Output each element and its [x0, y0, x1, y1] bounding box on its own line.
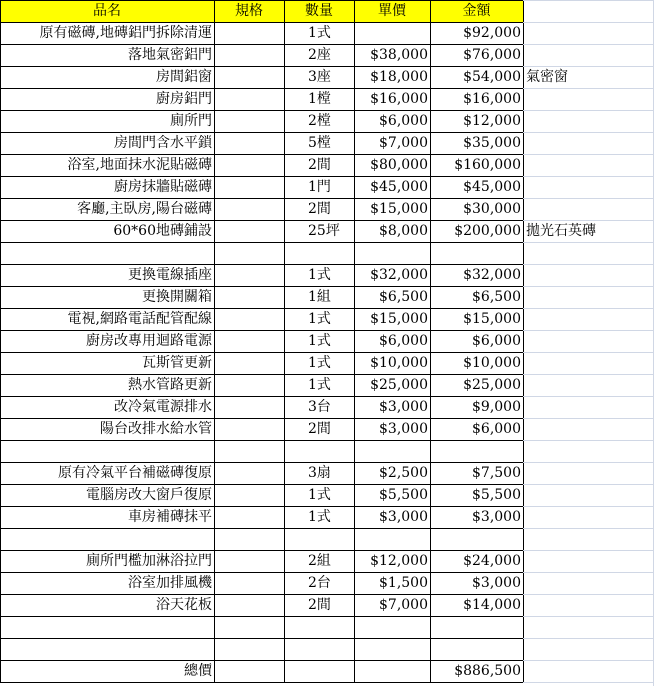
cell-spec[interactable] [214, 220, 284, 242]
cell-price[interactable]: $2,500 [379, 465, 428, 481]
cell-price[interactable] [354, 616, 430, 638]
cell-qty[interactable]: 2樘 [308, 113, 331, 129]
cell-note[interactable] [523, 264, 654, 286]
grid-hline-light [523, 264, 654, 265]
cell-name[interactable]: 浴室加排風機 [128, 575, 212, 591]
cell-qty[interactable]: 2座 [308, 47, 331, 63]
cell-amount[interactable] [430, 616, 523, 638]
header-amount[interactable]: 金額 [430, 0, 523, 22]
cell-name[interactable] [0, 638, 214, 660]
cell-price[interactable]: $7,000 [379, 135, 428, 151]
grid-hline [0, 330, 524, 331]
cell-qty[interactable] [284, 440, 354, 462]
grid-hline [0, 220, 524, 221]
grid-hline-light [523, 418, 654, 419]
cell-name[interactable] [0, 440, 214, 462]
cell-amount[interactable] [430, 242, 523, 264]
cell-price[interactable]: $15,000 [370, 311, 428, 327]
cell-note[interactable] [523, 330, 654, 352]
cell-price[interactable]: $25,000 [370, 377, 428, 393]
cell-price[interactable]: $6,000 [379, 333, 428, 349]
cell-note[interactable] [523, 396, 654, 418]
cell-note[interactable] [523, 352, 654, 374]
grid-hline-light [523, 352, 654, 353]
cell-name[interactable]: 落地氣密鋁門 [128, 47, 212, 63]
cell-qty[interactable]: 3座 [308, 69, 331, 85]
cell-name[interactable]: 熱水管路更新 [128, 377, 212, 393]
cell-name[interactable]: 原有冷氣平台補磁磚復原 [58, 465, 212, 481]
grid-hline-light [523, 616, 654, 617]
cell-note[interactable] [523, 594, 654, 616]
table-row [0, 132, 654, 154]
cell-note[interactable] [523, 110, 654, 132]
grid-hline-light [523, 110, 654, 111]
cell-spec[interactable] [214, 308, 284, 330]
grid-hline-light [523, 88, 654, 89]
cell-amount[interactable]: $45,000 [463, 179, 521, 195]
cell-name[interactable] [0, 616, 214, 638]
table-row [0, 396, 654, 418]
cell-note[interactable] [523, 44, 654, 66]
cell-note[interactable] [523, 616, 654, 638]
cell-amount[interactable]: $16,000 [463, 91, 521, 107]
cell-price[interactable] [354, 440, 430, 462]
cell-amount[interactable]: $54,000 [463, 69, 521, 85]
header-qty[interactable]: 數量 [284, 0, 354, 22]
cell-amount[interactable]: $160,000 [454, 157, 521, 173]
cell-name[interactable]: 更換電線插座 [128, 267, 212, 283]
grid-hline [0, 110, 524, 111]
cell-amount[interactable]: $10,000 [463, 355, 521, 371]
grid-hline [0, 154, 524, 155]
cell-name[interactable]: 廚房改專用迴路電源 [86, 333, 212, 349]
cell-name[interactable]: 改冷氣電源排水 [114, 399, 212, 415]
cell-qty[interactable]: 5樘 [308, 135, 331, 151]
grid-hline-light [523, 682, 654, 683]
table-row [0, 638, 654, 660]
cell-amount[interactable]: $6,000 [472, 333, 521, 349]
grid-vline [214, 0, 215, 682]
grid-hline-light [523, 176, 654, 177]
cell-note[interactable]: 拋光石英磚 [526, 223, 596, 239]
cell-note[interactable] [523, 572, 654, 594]
cell-amount[interactable]: $14,000 [463, 597, 521, 613]
cell-price[interactable] [354, 638, 430, 660]
grid-hline [0, 242, 524, 243]
grid-vline [523, 0, 524, 682]
cell-qty[interactable]: 1式 [308, 311, 331, 327]
cell-price[interactable] [354, 528, 430, 550]
header-price[interactable]: 單價 [354, 0, 430, 22]
cell-price[interactable]: $45,000 [370, 179, 428, 195]
cell-qty[interactable]: 1式 [308, 377, 331, 393]
table-row [0, 330, 654, 352]
cell-spec[interactable] [214, 198, 284, 220]
cell-spec[interactable] [214, 264, 284, 286]
cell-spec[interactable] [214, 44, 284, 66]
cell-price[interactable]: $6,000 [379, 113, 428, 129]
cell-name[interactable]: 廁所門檻加淋浴拉門 [86, 553, 212, 569]
table-row [0, 176, 654, 198]
cell-amount[interactable]: $92,000 [463, 25, 521, 41]
grid-hline-light [523, 154, 654, 155]
cell-amount[interactable] [430, 440, 523, 462]
cell-name[interactable]: 陽台改排水給水管 [100, 421, 212, 437]
total-amount[interactable]: $886,500 [454, 663, 521, 679]
cell-price[interactable]: $15,000 [370, 201, 428, 217]
cell-name[interactable]: 浴室,地面抹水泥貼磁磚 [67, 157, 212, 173]
grid-hline-light [523, 22, 654, 23]
cell-spec[interactable] [214, 22, 284, 44]
header-name[interactable]: 品名 [0, 0, 214, 22]
cell-note[interactable] [523, 528, 654, 550]
cell-amount[interactable]: $6,500 [472, 289, 521, 305]
cell-spec[interactable] [214, 462, 284, 484]
grid-hline-light [523, 308, 654, 309]
cell-name[interactable]: 廁所門 [170, 113, 212, 129]
table-row [0, 616, 654, 638]
cell-name[interactable]: 60*60地磚鋪設 [113, 223, 212, 239]
table-row [0, 462, 654, 484]
cell-amount[interactable]: $30,000 [463, 201, 521, 217]
cell-spec[interactable] [214, 88, 284, 110]
table-row [0, 242, 654, 264]
table-row [0, 374, 654, 396]
cell-price[interactable]: $18,000 [370, 69, 428, 85]
cell-note[interactable] [523, 88, 654, 110]
grid-hline-light [523, 572, 654, 573]
grid-vline [284, 0, 285, 682]
cell-spec[interactable] [214, 550, 284, 572]
cell-note[interactable] [523, 374, 654, 396]
grid-hline [0, 638, 524, 639]
grid-hline [0, 660, 524, 661]
cell-qty[interactable] [284, 242, 354, 264]
cell-spec[interactable] [214, 506, 284, 528]
table-row [0, 440, 654, 462]
grid-hline [0, 88, 524, 89]
cell-name[interactable] [0, 528, 214, 550]
table-row [0, 286, 654, 308]
cell-amount[interactable]: $6,000 [472, 421, 521, 437]
cell-name[interactable]: 浴天花板 [156, 597, 212, 613]
cell-spec[interactable] [214, 110, 284, 132]
table-row [0, 66, 654, 88]
cell-qty[interactable]: 2台 [308, 575, 331, 591]
table-row [0, 352, 654, 374]
cell-qty[interactable]: 1式 [308, 355, 331, 371]
grid-hline-light [523, 220, 654, 221]
cell-spec[interactable] [214, 396, 284, 418]
grid-hline-light [523, 0, 654, 1]
grid-hline [0, 396, 524, 397]
cell-qty[interactable]: 2組 [308, 553, 331, 569]
cell-spec[interactable] [214, 176, 284, 198]
cell-spec[interactable] [214, 352, 284, 374]
cell-note[interactable] [523, 198, 654, 220]
cell-note[interactable] [523, 154, 654, 176]
cell-qty[interactable]: 25坪 [308, 223, 340, 239]
cell-note[interactable] [523, 506, 654, 528]
table-row [0, 550, 654, 572]
cell-amount[interactable]: $35,000 [463, 135, 521, 151]
table-row [0, 594, 654, 616]
table-row [0, 110, 654, 132]
cell-amount[interactable] [430, 638, 523, 660]
cell-note[interactable] [523, 440, 654, 462]
total-label[interactable]: 總價 [184, 663, 212, 679]
cell-amount[interactable]: $32,000 [463, 267, 521, 283]
table-row [0, 198, 654, 220]
cell-qty[interactable]: 3台 [308, 399, 331, 415]
cell-note[interactable] [523, 418, 654, 440]
grid-hline-light [523, 66, 654, 67]
cell-price[interactable]: $32,000 [370, 267, 428, 283]
cell-qty[interactable]: 1式 [308, 267, 331, 283]
total-row [0, 660, 654, 682]
cell-price[interactable]: $5,500 [379, 487, 428, 503]
grid-hline [0, 66, 524, 67]
cell-qty[interactable]: 2間 [308, 597, 331, 613]
cell-spec[interactable] [214, 286, 284, 308]
cell-qty[interactable]: 2間 [308, 157, 331, 173]
grid-hline-light [523, 550, 654, 551]
grid-hline-light [523, 330, 654, 331]
grid-hline [0, 176, 524, 177]
grid-hline [0, 198, 524, 199]
cell-amount[interactable] [430, 528, 523, 550]
table-row [0, 484, 654, 506]
grid-hline-light [523, 374, 654, 375]
cell-price[interactable]: $3,000 [379, 509, 428, 525]
cell-name[interactable]: 房間鋁窗 [156, 69, 212, 85]
grid-hline [0, 528, 524, 529]
cell-amount[interactable]: $200,000 [454, 223, 521, 239]
cell-name[interactable]: 瓦斯管更新 [142, 355, 212, 371]
cell-spec[interactable] [214, 484, 284, 506]
cell-amount[interactable]: $9,000 [472, 399, 521, 415]
grid-hline-light [523, 594, 654, 595]
cell-amount[interactable]: $7,500 [472, 465, 521, 481]
cell-qty[interactable]: 1組 [308, 289, 331, 305]
cell-qty[interactable]: 3扇 [308, 465, 331, 481]
cell-qty[interactable]: 2間 [308, 421, 331, 437]
grid-hline-light [523, 286, 654, 287]
cell-note[interactable] [523, 638, 654, 660]
grid-hline-light [523, 198, 654, 199]
grid-hline [0, 22, 524, 23]
grid-hline [0, 484, 524, 485]
cell-price[interactable]: $6,500 [379, 289, 428, 305]
cell-amount[interactable]: $3,000 [472, 509, 521, 525]
grid-vline [0, 0, 1, 682]
cell-spec[interactable] [214, 638, 284, 660]
cell-name[interactable]: 原有磁磚,地磚鋁門拆除清運 [39, 25, 212, 41]
table-row [0, 506, 654, 528]
cell-price[interactable]: $38,000 [370, 47, 428, 63]
grid-hline [0, 352, 524, 353]
cell-name[interactable]: 車房補磚抹平 [128, 509, 212, 525]
grid-hline-light [523, 242, 654, 243]
cell-price[interactable] [354, 242, 430, 264]
cell-spec[interactable] [214, 528, 284, 550]
cell-name[interactable] [0, 242, 214, 264]
grid-vline [354, 0, 355, 682]
cell-qty[interactable]: 2間 [308, 201, 331, 217]
table-row [0, 44, 654, 66]
table-row [0, 220, 654, 242]
cell-qty[interactable]: 1式 [308, 333, 331, 349]
cell-price[interactable]: $8,000 [379, 223, 428, 239]
cell-price[interactable]: $1,500 [379, 575, 428, 591]
table-row [0, 528, 654, 550]
cell-note[interactable] [523, 176, 654, 198]
cell-qty[interactable] [284, 528, 354, 550]
cell-name[interactable]: 廚房鋁門 [156, 91, 212, 107]
cell-name[interactable]: 更換開關箱 [142, 289, 212, 305]
cell-qty[interactable]: 1門 [308, 179, 331, 195]
cell-note[interactable] [523, 550, 654, 572]
header-row [0, 0, 654, 22]
table-row [0, 22, 654, 44]
grid-hline-light [523, 484, 654, 485]
table-row [0, 88, 654, 110]
cell-name[interactable]: 廚房抹牆貼磁磚 [114, 179, 212, 195]
cell-spec[interactable] [214, 374, 284, 396]
cell-amount[interactable]: $12,000 [463, 113, 521, 129]
table-row [0, 154, 654, 176]
cell-spec[interactable] [214, 572, 284, 594]
grid-hline [0, 44, 524, 45]
grid-hline-light [523, 638, 654, 639]
total-qty-cell[interactable] [284, 660, 354, 682]
cell-name[interactable]: 房間門含水平鎖 [114, 135, 212, 151]
grid-hline [0, 682, 524, 683]
grid-hline [0, 506, 524, 507]
cell-price[interactable]: $7,000 [379, 597, 428, 613]
cell-spec[interactable] [214, 418, 284, 440]
cell-note[interactable] [523, 286, 654, 308]
grid-hline [0, 0, 524, 1]
cell-spec[interactable] [214, 330, 284, 352]
grid-hline [0, 572, 524, 573]
cell-price[interactable]: $12,000 [370, 553, 428, 569]
cell-amount[interactable]: $25,000 [463, 377, 521, 393]
grid-hline [0, 286, 524, 287]
cell-amount[interactable]: $15,000 [463, 311, 521, 327]
grid-hline-light [523, 660, 654, 661]
cell-note[interactable] [523, 132, 654, 154]
total-spec-cell[interactable] [214, 660, 284, 682]
cell-amount[interactable]: $3,000 [472, 575, 521, 591]
cell-price[interactable]: $16,000 [370, 91, 428, 107]
cell-spec[interactable] [214, 616, 284, 638]
grid-hline [0, 462, 524, 463]
grid-hline-light [523, 440, 654, 441]
grid-hline-light [523, 44, 654, 45]
cell-price[interactable]: $3,000 [379, 399, 428, 415]
cell-spec[interactable] [214, 66, 284, 88]
grid-hline-light [523, 506, 654, 507]
grid-hline [0, 550, 524, 551]
cell-spec[interactable] [214, 440, 284, 462]
table-row [0, 572, 654, 594]
grid-hline [0, 264, 524, 265]
grid-vline [430, 0, 431, 682]
cell-qty[interactable]: 1式 [308, 509, 331, 525]
cell-qty[interactable]: 1式 [308, 487, 331, 503]
cell-note[interactable] [523, 242, 654, 264]
grid-hline [0, 616, 524, 617]
grid-hline-light [523, 132, 654, 133]
cell-amount[interactable]: $76,000 [463, 47, 521, 63]
cell-note[interactable] [523, 22, 654, 44]
total-price-cell[interactable] [354, 660, 430, 682]
grid-hline-light [523, 462, 654, 463]
cell-note[interactable] [523, 484, 654, 506]
cell-name[interactable]: 電視,網路電話配管配線 [67, 311, 212, 327]
cell-qty[interactable] [284, 616, 354, 638]
grid-hline [0, 308, 524, 309]
table-row [0, 264, 654, 286]
cell-price[interactable]: $3,000 [379, 421, 428, 437]
cell-amount[interactable]: $5,500 [472, 487, 521, 503]
cell-spec[interactable] [214, 154, 284, 176]
cell-qty[interactable] [284, 638, 354, 660]
cell-qty[interactable]: 1式 [308, 25, 331, 41]
grid-hline [0, 374, 524, 375]
cell-note[interactable] [523, 308, 654, 330]
cell-price[interactable] [354, 22, 430, 44]
header-spec[interactable]: 規格 [214, 0, 284, 22]
cell-note[interactable]: 氣密窗 [526, 69, 568, 85]
grid-hline [0, 594, 524, 595]
cell-spec[interactable] [214, 242, 284, 264]
table-row [0, 418, 654, 440]
grid-hline [0, 440, 524, 441]
cell-name[interactable]: 電腦房改大窗戶復原 [86, 487, 212, 503]
cell-price[interactable]: $10,000 [370, 355, 428, 371]
grid-hline-light [523, 396, 654, 397]
grid-hline-light [523, 528, 654, 529]
grid-hline [0, 132, 524, 133]
cell-price[interactable]: $80,000 [370, 157, 428, 173]
cell-spec[interactable] [214, 132, 284, 154]
cell-note[interactable] [523, 462, 654, 484]
cell-qty[interactable]: 1樘 [308, 91, 331, 107]
cell-spec[interactable] [214, 594, 284, 616]
cell-name[interactable]: 客廳,主臥房,陽台磁磚 [77, 201, 212, 217]
table-row [0, 308, 654, 330]
grid-hline [0, 418, 524, 419]
cell-amount[interactable]: $24,000 [463, 553, 521, 569]
